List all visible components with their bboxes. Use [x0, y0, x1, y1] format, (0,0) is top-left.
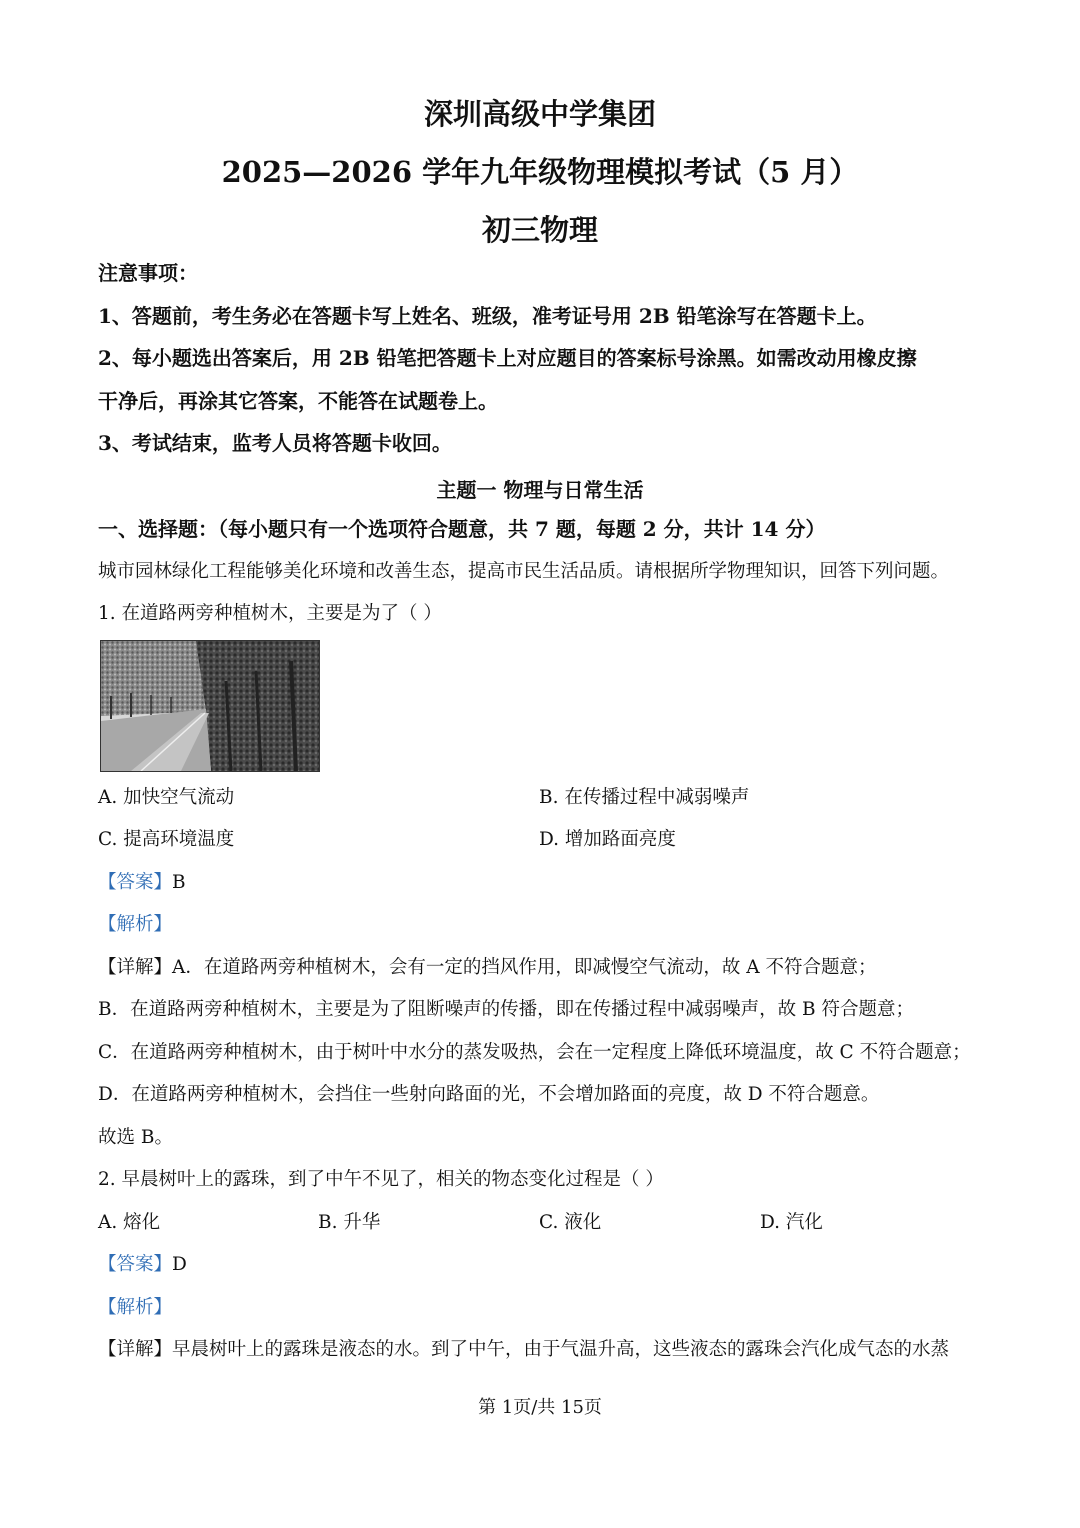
section-intro: 城市园林绿化工程能够美化环境和改善生态，提高市民生活品质。请根据所学物理知识，回答下列问题。	[98, 561, 950, 582]
q2-option-b: B. 升华	[318, 1212, 381, 1233]
q1-answer	[98, 871, 186, 895]
q1-answer-value: B	[172, 872, 186, 893]
page-number: 第 1页/共 15页	[478, 1397, 602, 1418]
q1-detail-b: B．在道路两旁种植树木，主要是为了阻断噪声的传播，即在传播过程中减弱噪声，故 B 符合题意；	[98, 999, 914, 1020]
q2-analysis	[98, 1296, 172, 1320]
q2-answer	[98, 1253, 187, 1277]
q1-option-c: C. 提高环境温度	[98, 829, 235, 850]
q1-detail-d: D．在道路两旁种植树木，会挡住一些射向路面的光，不会增加路面的亮度，故 D 不符合题意。	[98, 1084, 880, 1105]
theme-heading: 主题一 物理与日常生活	[436, 478, 644, 502]
notice-heading: 注意事项：	[98, 261, 198, 285]
q1-analysis	[98, 913, 172, 937]
exam-title: 2025—2026 学年九年级物理模拟考试（5 月）	[221, 155, 859, 189]
notice-item-2-line-1: 2、每小题选出答案后，用 2B 铅笔把答题卡上对应题目的答案标号涂黑。如需改动用橡皮擦	[98, 346, 917, 370]
q2-detail-tag: 【详解】	[98, 1339, 173, 1360]
q2-option-a: A. 熔化	[98, 1212, 161, 1233]
q1-conclusion: 故选 B。	[98, 1127, 173, 1148]
q2-stem: 2. 早晨树叶上的露珠，到了中午不见了，相关的物态变化过程是（ ）	[98, 1169, 664, 1190]
q1-stem: 1. 在道路两旁种植树木，主要是为了（ ）	[98, 603, 442, 624]
q1-option-d: D. 增加路面亮度	[539, 829, 676, 850]
notice-item-2-line-2: 干净后，再涂其它答案，不能答在试题卷上。	[98, 389, 498, 413]
notice-item-1: 1、答题前，考生务必在答题卡写上姓名、班级，准考证号用 2B 铅笔涂写在答题卡上。	[98, 304, 877, 328]
school-title: 深圳高级中学集团	[423, 97, 656, 131]
section-heading: 一、选择题：（每小题只有一个选项符合题意，共 7 题，每题 2 分，共计 14 分）	[98, 517, 826, 541]
q1-option-a: A. 加快空气流动	[98, 787, 235, 808]
q1-answer-tag: 【答案】	[98, 872, 173, 893]
q1-option-b: B. 在传播过程中减弱噪声	[539, 787, 750, 808]
q2-answer-tag: 【答案】	[98, 1254, 173, 1275]
q2-option-c: C. 液化	[539, 1212, 602, 1233]
q1-detail-c: C．在道路两旁种植树木，由于树叶中水分的蒸发吸热，会在一定程度上降低环境温度，故 C 不符合题意；	[98, 1042, 971, 1063]
q2-answer-value: D	[172, 1254, 187, 1275]
q2-analysis-tag: 【解析】	[98, 1297, 173, 1318]
q2-detail-text: 早晨树叶上的露珠是液态的水。到了中午，由于气温升高，这些液态的露珠会汽化成气态的水蒸	[172, 1339, 950, 1360]
q1-analysis-tag: 【解析】	[98, 914, 173, 935]
q2-detail	[98, 1338, 949, 1362]
notice-item-3: 3、考试结束，监考人员将答题卡收回。	[98, 431, 452, 455]
roadside-trees-photo	[100, 640, 320, 772]
q1-detail-a-text: A．在道路两旁种植树木，会有一定的挡风作用，即减慢空气流动，故 A 不符合题意；	[172, 957, 877, 978]
q1-detail-tag: 【详解】	[98, 957, 173, 978]
q2-option-d: D. 汽化	[760, 1212, 823, 1233]
q1-detail-a	[98, 956, 877, 980]
subject-title: 初三物理	[481, 213, 598, 247]
